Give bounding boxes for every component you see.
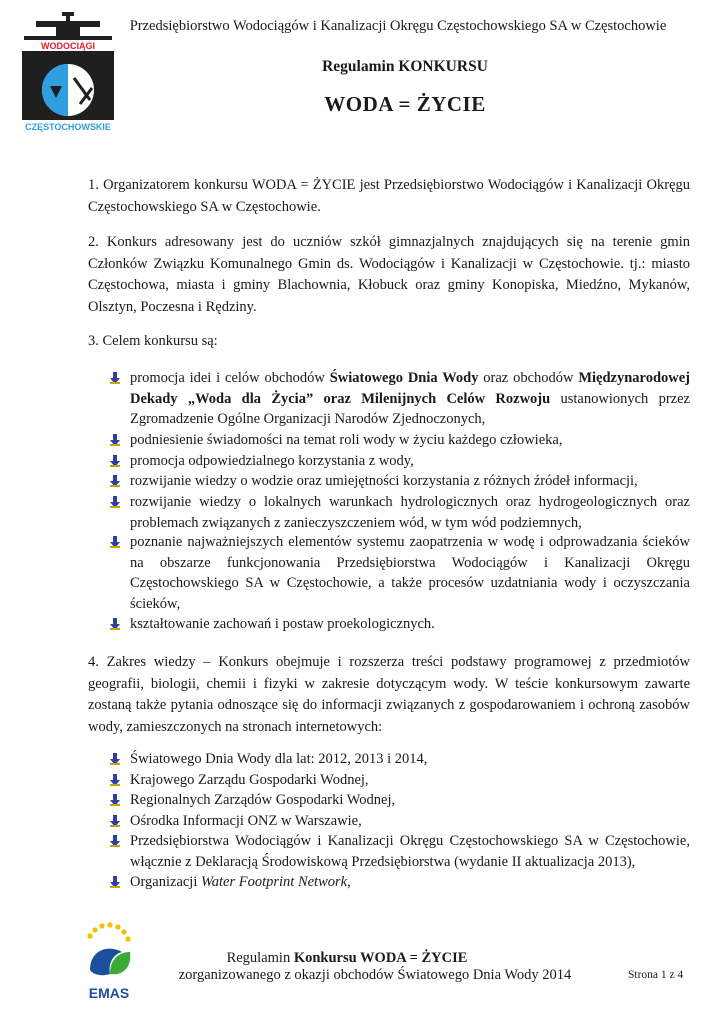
logo-bottom-text: CZĘSTOCHOWSKIE [25,122,111,132]
goal-item: rozwijanie wiedzy o lokalnych warunkach hydrologicznych oraz hydrogeologicznych oraz problemach związanych z zanieczyszczeniem wód, w tym wód podziemnych, [108,492,690,533]
paragraph-4: 4. Zakres wiedzy – Konkurs obejmuje i rozszerza treści podstawy programowej z przedmiotów geografii, biologii, chemii i fizyki w zakresie dotyczącym wody. W teście konkursowym zawarte zostaną także pytania odnoszące się do informacji związanych z gospodarowaniem i ochroną zasobów wody, zamieszczonych na stronach internetowych: [88,654,690,735]
emas-label: EMAS [88,985,130,1001]
source-item: Ośrodka Informacji ONZ w Warszawie, [108,811,690,832]
arrow-bullet-icon [108,474,122,488]
goal-item: podniesienie świadomości na temat roli wody w życiu każdego człowieka, [108,430,690,451]
document-title: WODA = ŻYCIE [324,92,486,116]
company-logo [18,12,118,136]
arrow-bullet-icon [108,535,122,549]
paragraph-3: 3. Celem konkursu są: [88,333,218,349]
arrow-bullet-icon [108,834,122,848]
arrow-bullet-icon [108,752,122,766]
source-item: Światowego Dnia Wody dla lat: 2012, 2013 i 2014, [108,749,690,770]
arrow-bullet-icon [108,617,122,631]
goal-item: poznanie najważniejszych elementów systemu zaopatrzenia w wodę i odprowadzania ścieków na obszarze funkcjonowania Przedsiębiorstwa Wodociągów i Kanalizacji Okręgu Częstochowskiego SA w Częstochowie, a także procesów uzdatniania wody i oczyszczania ścieków, [108,532,690,614]
arrow-bullet-icon [108,773,122,787]
arrow-bullet-icon [108,433,122,447]
footer-line-1: Regulamin Konkursu WODA = ŻYCIE [226,950,468,966]
goal-item: promocja idei i celów obchodów Światowego Dnia Wody oraz obchodów Międzynarodowej Dekady „Woda dla Życia” oraz Milenijnych Celów Rozwoju ustanowionych przez Zgromadzenie Ogólne Organizacji Narodów Zjednoczonych, [108,368,690,430]
arrow-bullet-icon [108,875,122,889]
page-number: Strona 1 z 4 [628,969,684,981]
paragraph-2: 2. Konkurs adresowany jest do uczniów szkół gimnazjalnych znajdujących się na terenie gmin Członków Związku Komunalnego Gmin ds. Wodociągów i Kanalizacji w Częstochowie. tj.: miasto Częstochowa, miasta i gminy Blachownia, Kłobuck oraz gminy Konopiska, Miedźno, Mykanów, Olsztyn, Poczesna i Rędziny. [88,234,690,315]
goal-item: rozwijanie wiedzy o wodzie oraz umiejętności korzystania z różnych źródeł informacji, [108,471,690,492]
source-item: Regionalnych Zarządów Gospodarki Wodnej, [108,790,690,811]
source-item: Krajowego Zarządu Gospodarki Wodnej, [108,770,690,791]
footer-line-2: zorganizowanego z okazji obchodów Światowego Dnia Wody 2014 [178,967,572,983]
arrow-bullet-icon [108,495,122,509]
arrow-bullet-icon [108,793,122,807]
arrow-bullet-icon [108,814,122,828]
source-item: Organizacji Water Footprint Network, [108,872,690,893]
goal-item: kształtowanie zachowań i postaw proekologicznych. [108,614,690,635]
logo-top-text: WODOCIĄGI [41,41,95,51]
goal-item: promocja odpowiedzialnego korzystania z wody, [108,451,690,472]
arrow-bullet-icon [108,454,122,468]
paragraph-1: 1. Organizatorem konkursu WODA = ŻYCIE jest Przedsiębiorstwo Wodociągów i Kanalizacji Okręgu Częstochowskiego SA w Częstochowie. [88,177,690,215]
arrow-bullet-icon [108,371,122,385]
company-name: Przedsiębiorstwo Wodociągów i Kanalizacji Okręgu Częstochowskiego SA w Częstochowie [129,18,667,34]
source-item: Przedsiębiorstwa Wodociągów i Kanalizacji Okręgu Częstochowskiego SA w Częstochowie, włącznie z Deklaracją Środowiskową Przedsiębiorstwa (wydanie II aktualizacja 2013), [108,831,690,872]
regulamin-label: Regulamin KONKURSU [322,58,488,75]
emas-logo [80,922,138,1004]
